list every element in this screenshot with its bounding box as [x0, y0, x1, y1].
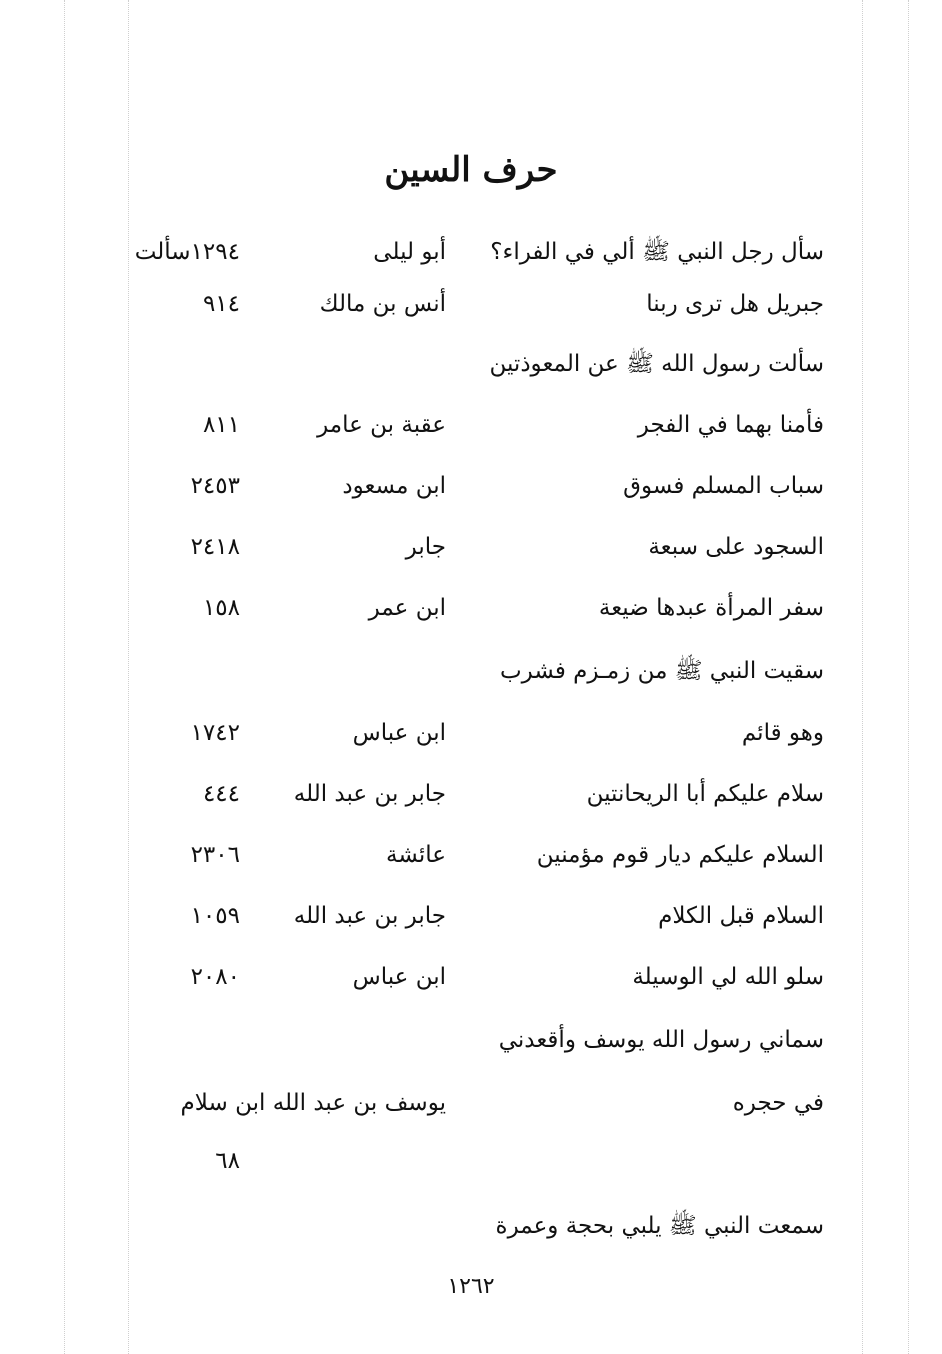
- hadith-number: ٤٤٤: [202, 781, 240, 807]
- hadith-text: وهو قائم: [741, 720, 824, 746]
- index-row: [0, 1206, 942, 1246]
- index-row: [0, 1083, 942, 1123]
- index-row: [0, 344, 942, 384]
- narrator: عقبة بن عامر: [317, 412, 446, 438]
- hadith-number: ١٠٥٩: [190, 903, 240, 929]
- narrator: جابر بن عبد الله: [293, 903, 446, 929]
- narrator: ابن عباس: [352, 720, 446, 746]
- hadith-text: سأل رجل النبي ﷺ ألي في الفراء؟: [490, 239, 824, 265]
- hadith-number: ٦٨: [215, 1148, 240, 1174]
- page-number: ١٢٦٢: [447, 1274, 495, 1299]
- narrator: ابن عباس: [352, 964, 446, 990]
- narrator: جابر بن عبد الله: [293, 781, 446, 807]
- hadith-text: سلو الله لي الوسيلة: [632, 964, 824, 990]
- hadith-text: سألت رسول الله ﷺ عن المعوذتين: [489, 351, 824, 377]
- index-row: [0, 774, 942, 814]
- index-row: [0, 527, 942, 567]
- index-row: [0, 1141, 942, 1181]
- hadith-number: ٢٠٨٠: [190, 964, 240, 990]
- index-row: [0, 466, 942, 506]
- hadith-text: سفر المرأة عبدها ضيعة: [598, 595, 824, 621]
- narrator: يوسف بن عبد الله ابن سلام: [180, 1090, 446, 1116]
- hadith-number: ٢٤٥٣: [190, 473, 240, 499]
- index-row: [0, 1020, 942, 1060]
- hadith-text: سلام عليكم أبا الريحانتين: [586, 781, 824, 807]
- index-row: [0, 651, 942, 691]
- hadith-number: ١٧٤٢: [190, 720, 240, 746]
- hadith-text: جبريل هل ترى ربنا: [646, 291, 824, 317]
- index-row: [0, 713, 942, 753]
- index-row: [0, 896, 942, 936]
- narrator: جابر: [405, 534, 446, 560]
- narrator: ابن عمر: [368, 595, 446, 621]
- index-row: [0, 232, 942, 272]
- hadith-text: السلام قبل الكلام: [658, 903, 824, 929]
- index-row: [0, 284, 942, 324]
- hadith-text: السجود على سبعة: [648, 534, 824, 560]
- hadith-text: سباب المسلم فسوق: [623, 473, 824, 499]
- hadith-number: ٢٣٠٦: [190, 842, 240, 868]
- hadith-number: ٨١١: [202, 412, 240, 438]
- hadith-number: ٢٤١٨: [190, 534, 240, 560]
- hadith-text: سمعت النبي ﷺ يلبي بحجة وعمرة: [495, 1213, 824, 1239]
- index-row: [0, 835, 942, 875]
- index-row: [0, 405, 942, 445]
- hadith-number: ١٥٨: [202, 595, 240, 621]
- hadith-text: فأمنا بهما في الفجر: [637, 412, 824, 438]
- narrator: عائشة: [386, 842, 446, 868]
- hadith-text: سماني رسول الله يوسف وأقعدني: [498, 1027, 824, 1053]
- narrator: أنس بن مالك: [319, 291, 446, 317]
- index-row: [0, 957, 942, 997]
- hadith-text: السلام عليكم ديار قوم مؤمنين: [536, 842, 824, 868]
- narrator: ابن مسعود: [342, 473, 446, 499]
- narrator: أبو ليلى: [373, 239, 446, 265]
- index-row: [0, 588, 942, 628]
- hadith-number: ١٢٩٤سألت: [134, 239, 240, 265]
- hadith-text: سقيت النبي ﷺ من زمـزم فشرب: [500, 658, 824, 684]
- hadith-number: ٩١٤: [202, 291, 240, 317]
- section-heading: حرف السين: [384, 150, 558, 190]
- hadith-text: في حجره: [732, 1090, 824, 1116]
